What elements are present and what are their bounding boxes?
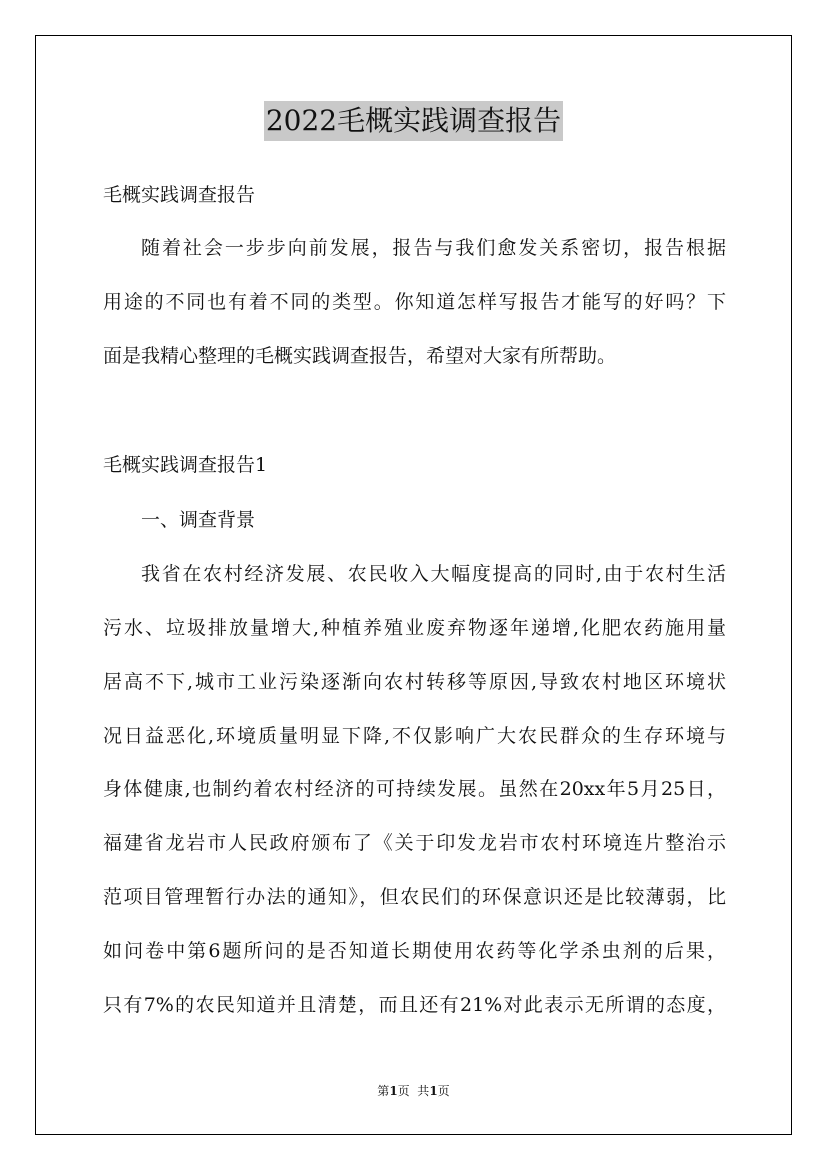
intro-line: 用途的不同也有着不同的类型。你知道怎样写报告才能写的好吗？下 (103, 291, 726, 313)
body-line: 身体健康,也制约着农村经济的可持续发展。虽然在20xx年5月25日， (103, 778, 726, 800)
body-line: 如问卷中第6题所问的是否知道长期使用农药等化学杀虫剂的后果， (103, 940, 726, 962)
section-heading: 一、调查背景 (141, 509, 256, 531)
body-line: 福建省龙岩市人民政府颁布了《关于印发龙岩市农村环境连片整治示 (103, 832, 726, 854)
footer-page-total: 1 (429, 1084, 438, 1098)
subtitle: 毛概实践调查报告 (103, 184, 256, 206)
document-title: 2022毛概实践调查报告 (264, 101, 563, 141)
body-line: 居高不下,城市工业污染逐渐向农村转移等原因,导致农村地区环境状 (103, 671, 726, 693)
body-line: 况日益恶化,环境质量明显下降,不仅影响广大农民群众的生存环境与 (103, 725, 726, 747)
intro-line: 面是我精心整理的毛概实践调查报告，希望对大家有所帮助。 (103, 345, 617, 367)
page-footer (0, 1083, 827, 1099)
footer-page-prefix: 第 (377, 1084, 390, 1098)
title-container (0, 101, 827, 141)
body-line: 范项目管理暂行办法的通知》，但农民们的环保意识还是比较薄弱，比 (103, 886, 726, 908)
footer-page-mid: 页 共 (397, 1084, 430, 1098)
footer-page-number: 1 (389, 1084, 398, 1098)
body-line: 只有7%的农民知道并且清楚，而且还有21%对此表示无所谓的态度， (103, 994, 726, 1016)
body-line: 我省在农村经济发展、农民收入大幅度提高的同时,由于农村生活 (141, 563, 726, 585)
intro-line: 随着社会一步步向前发展，报告与我们愈发关系密切，报告根据 (141, 237, 726, 259)
section-title: 毛概实践调查报告1 (103, 454, 268, 476)
body-line: 污水、垃圾排放量增大,种植养殖业废弃物逐年递增,化肥农药施用量 (103, 617, 726, 639)
footer-page-suffix: 页 (437, 1084, 450, 1098)
